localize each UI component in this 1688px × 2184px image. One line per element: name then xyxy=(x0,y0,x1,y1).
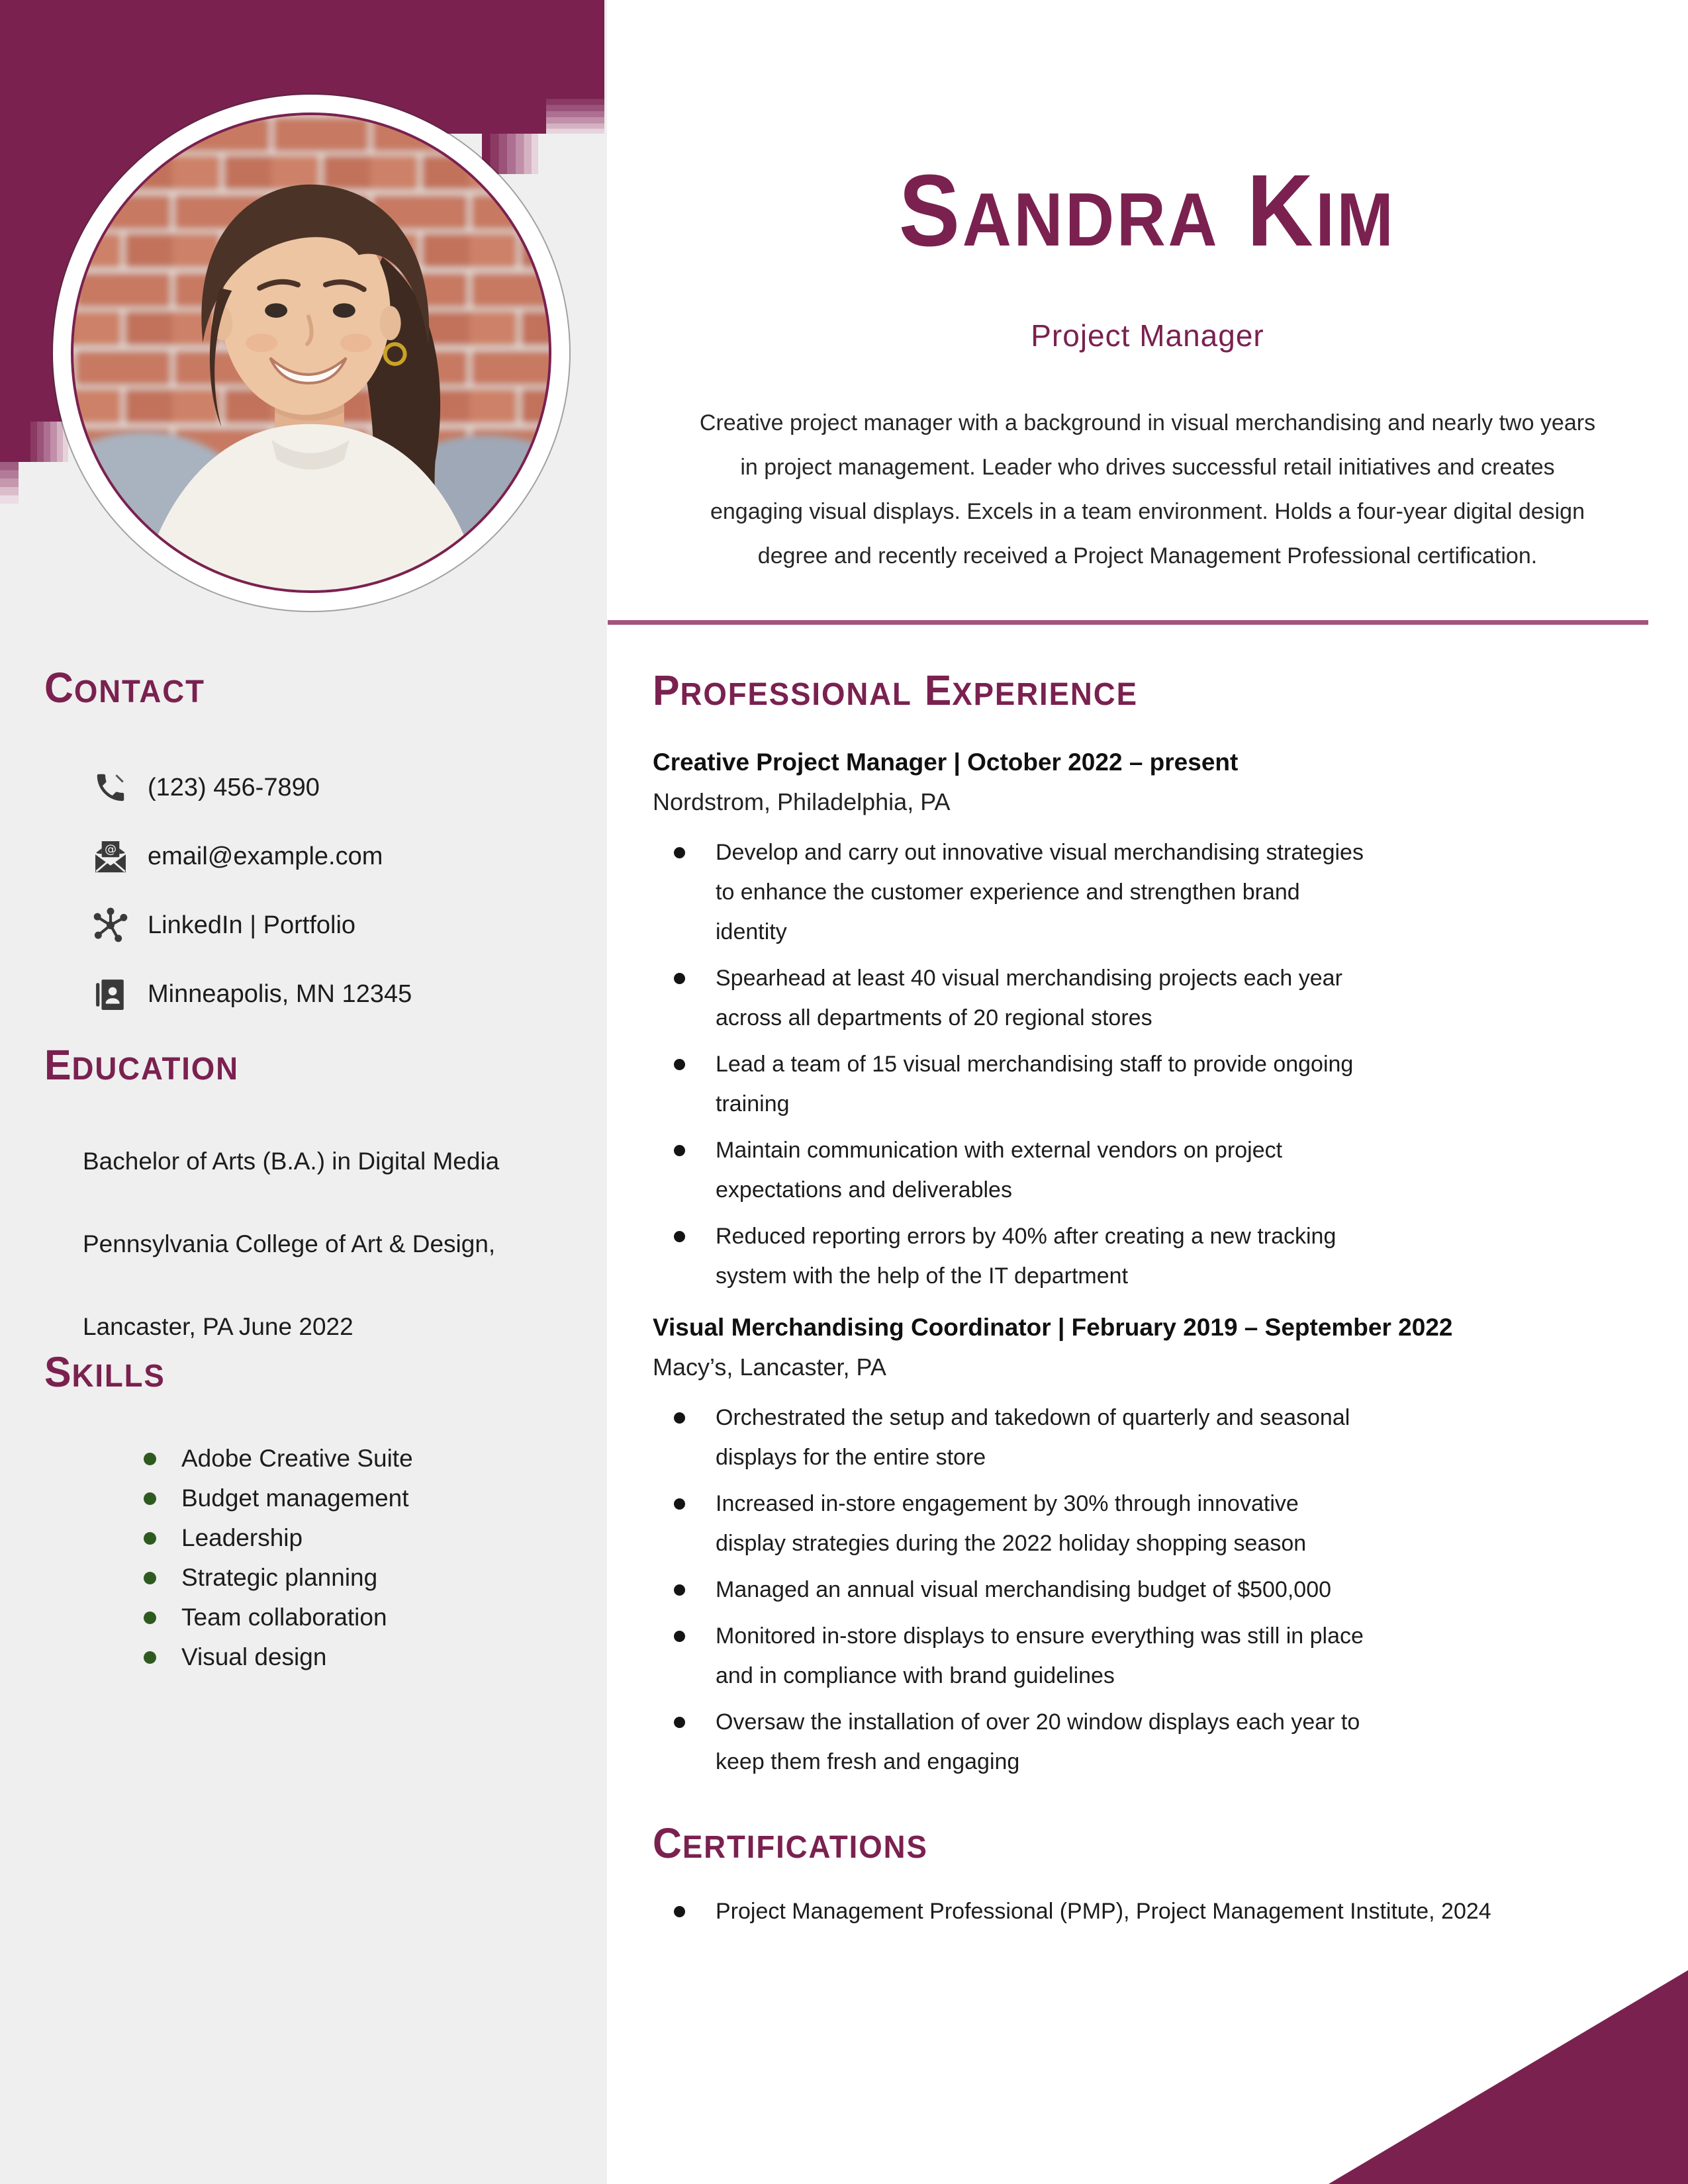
bullet-dot xyxy=(144,1572,156,1584)
location-icon xyxy=(89,974,132,1015)
job-bullet: Managed an annual visual merchandising budget of $500,000 xyxy=(653,1570,1651,1610)
job-bullet: Spearhead at least 40 visual merchandising projects each year across all departments of 20 regional stores xyxy=(653,958,1651,1038)
job-company: Nordstrom, Philadelphia, PA xyxy=(653,788,951,815)
contact-item-location xyxy=(44,960,583,1028)
bullet-dot xyxy=(674,1412,685,1424)
linkedin-portfolio-links: LinkedIn | Portfolio xyxy=(148,911,356,939)
skill-item: Adobe Creative Suite xyxy=(44,1439,583,1479)
bullet-dot xyxy=(674,1631,685,1642)
career-summary: Creative project manager with a background in visual merchandising and nearly two years in project management. Leader who drives successful retail initiatives and creates engaging visual displays. Excels in a team environment. Holds a four-year digital design degree and recently received a Project Management Professional certification. xyxy=(699,410,1596,569)
contact-heading: CONTACT xyxy=(44,664,205,711)
bullet-dot xyxy=(674,1717,685,1728)
job-bullet: Oversaw the installation of over 20 window displays each year to keep them fresh and engaging xyxy=(653,1702,1651,1782)
school: Pennsylvania College of Art & Design, xyxy=(83,1230,496,1257)
sidebar xyxy=(0,0,607,2184)
pixel-step-decoration xyxy=(24,422,68,462)
skill-item: Leadership xyxy=(44,1518,583,1558)
bullet-dot xyxy=(674,1059,685,1070)
job-bullet: Increased in-store engagement by 30% through innovative display strategies during the 2022 holiday shopping season xyxy=(653,1484,1651,1563)
email-icon xyxy=(89,836,132,877)
bullet-dot xyxy=(674,847,685,858)
profile-photo-illustration xyxy=(73,115,549,590)
header-maroon-column-tail xyxy=(0,422,25,462)
job-bullet: Develop and carry out innovative visual merchandising strategies to enhance the customer experience and strengthen brand identity xyxy=(653,833,1651,952)
degree: Bachelor of Arts (B.A.) in Digital Media xyxy=(83,1148,500,1175)
candidate-name: SANDRA KIM xyxy=(899,154,1396,267)
contact-section xyxy=(44,663,583,1028)
main-column xyxy=(607,0,1688,2184)
education-heading: EDUCATION xyxy=(44,1041,239,1089)
svg-text:@: @ xyxy=(104,842,117,857)
bullet-dot xyxy=(674,1231,685,1242)
job-company: Macy’s, Lancaster, PA xyxy=(653,1353,886,1381)
bullet-dot xyxy=(674,1584,685,1596)
bullet-dot xyxy=(144,1612,156,1624)
resume-header xyxy=(607,154,1688,578)
location-text: Minneapolis, MN 12345 xyxy=(148,979,412,1008)
job-bullet-list xyxy=(653,833,1651,1296)
skills-section xyxy=(44,1347,583,1677)
experience-content xyxy=(653,666,1651,1938)
job-title: Project Manager xyxy=(1031,318,1264,353)
skill-item: Budget management xyxy=(44,1479,583,1518)
bullet-dot xyxy=(144,1651,156,1664)
pixel-step-decoration xyxy=(0,462,19,504)
job-bullet: Maintain communication with external vendors on project expectations and deliverables xyxy=(653,1130,1651,1210)
job-title-dates: Creative Project Manager | October 2022 – present xyxy=(653,749,1239,776)
skill-item: Visual design xyxy=(44,1637,583,1677)
bullet-dot xyxy=(144,1453,156,1465)
job-entry xyxy=(653,1312,1651,1782)
pixel-step-decoration xyxy=(546,93,604,134)
contact-item-links xyxy=(44,891,583,960)
job-bullet: Lead a team of 15 visual merchandising staff to provide ongoing training xyxy=(653,1044,1651,1124)
experience-heading: PROFESSIONAL EXPERIENCE xyxy=(653,666,1138,714)
job-bullet: Orchestrated the setup and takedown of quarterly and seasonal displays for the entire store xyxy=(653,1398,1651,1477)
contact-item-email xyxy=(44,822,583,891)
profile-photo xyxy=(71,113,551,593)
contact-item-phone xyxy=(44,753,583,822)
job-entry xyxy=(653,747,1651,1296)
certification-bullet: Project Management Professional (PMP), Project Management Institute, 2024 xyxy=(653,1891,1651,1931)
skill-item: Strategic planning xyxy=(44,1558,583,1598)
bullet-dot xyxy=(144,1532,156,1545)
bullet-dot xyxy=(144,1492,156,1505)
job-bullet: Monitored in-store displays to ensure everything was still in place and in compliance with brand guidelines xyxy=(653,1616,1651,1696)
certifications-list xyxy=(653,1891,1651,1931)
contact-list xyxy=(44,753,583,1028)
skills-heading: SKILLS xyxy=(44,1348,165,1396)
education-section xyxy=(44,1040,583,1396)
phone-number: (123) 456-7890 xyxy=(148,773,320,801)
skill-item: Team collaboration xyxy=(44,1598,583,1637)
network-icon xyxy=(89,905,132,946)
profile-photo-ring xyxy=(53,95,569,611)
bullet-dot xyxy=(674,1906,685,1917)
certifications-heading: CERTIFICATIONS xyxy=(653,1819,928,1867)
school-location-date: Lancaster, PA June 2022 xyxy=(83,1313,353,1340)
phone-icon xyxy=(89,767,132,808)
job-bullet-list xyxy=(653,1398,1651,1782)
bullet-dot xyxy=(674,1145,685,1156)
bullet-dot xyxy=(674,973,685,984)
skills-list xyxy=(44,1439,583,1677)
education-details xyxy=(44,1148,583,1341)
job-bullet: Reduced reporting errors by 40% after creating a new tracking system with the help of the IT department xyxy=(653,1216,1651,1296)
email-address: email@example.com xyxy=(148,842,383,870)
job-title-dates: Visual Merchandising Coordinator | February 2019 – September 2022 xyxy=(653,1314,1453,1341)
horizontal-divider xyxy=(608,620,1648,625)
bullet-dot xyxy=(674,1498,685,1510)
